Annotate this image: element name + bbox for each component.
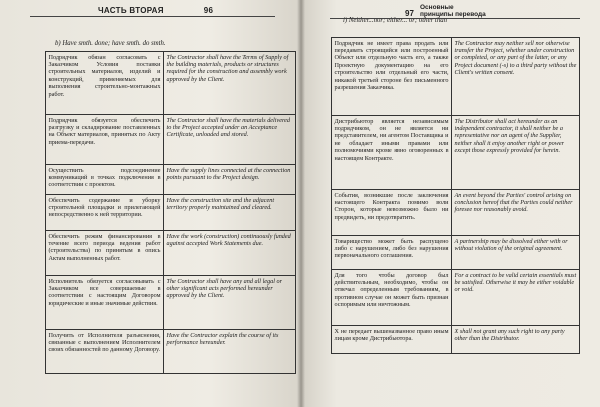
book-gutter — [297, 0, 305, 407]
right-page-number: 97 — [405, 9, 414, 18]
table-row — [332, 326, 580, 354]
right-section-heading: i) Neither...nor; either... or; other than — [343, 17, 448, 24]
english-cell: The Contractor may neither sell nor otherwise transfer the Project, whether under construction or completed, or any part of the latter, or any Project document (-s) to a third party without the Client's written consent. — [452, 38, 580, 116]
left-page-number: 96 — [203, 6, 214, 15]
russian-cell: Обеспечить режим финансирования в течение всего периода ведения работ (строительства) по принятым в опись Актам выполненных работ. — [46, 231, 164, 276]
right-running-title-line1: Основные — [420, 4, 454, 11]
russian-cell: Подрядчик обязан согласовать с Заказчиком Условия поставки строительных материалов, изделий и конструкций, применяемых для выполнения строительно-монтажных работ. — [46, 52, 164, 115]
table-row — [332, 116, 580, 190]
russian-cell: Дистрибьютор является независимым подрядчиком, он не является ни представителем, ни агентом Поставщика и не обладает иными правами или полномочиями кроме явно оговоренных в настоящем Контракте. — [332, 116, 452, 190]
russian-cell: Подрядчик обязуется обеспечить разгрузку и складирование поставленных на Объект материалов, принятых по Акту приема-передачи. — [46, 115, 164, 165]
english-cell: The Contractor shall have any and all legal or other significant acts performed hereunder approved by the Client. — [164, 276, 296, 330]
table-row — [46, 276, 296, 330]
russian-cell: События, возникшие после заключения настоящего Контракта помимо воли Сторон, которые невозможно было ни предвидеть, ни предотвратить. — [332, 190, 452, 236]
left-header-rule — [30, 16, 275, 17]
table-row — [46, 52, 296, 115]
left-running-title: ЧАСТЬ ВТОРАЯ — [98, 6, 164, 15]
table-row — [46, 115, 296, 165]
russian-cell: Х не передает вышеназванное право иным лицам кроме Дистрибьютора. — [332, 326, 452, 354]
english-cell: Have the work (construction) continuously funded against accepted Work Statements due. — [164, 231, 296, 276]
right-page — [301, 0, 600, 407]
table-row — [332, 236, 580, 270]
russian-cell: Осуществить подсоединение коммуникаций в точках подключения в соответствии с проектом. — [46, 165, 164, 195]
english-cell: An event beyond the Parties' control arising on conclusion hereof that the Parties could neither foresee nor reasonably avoid. — [452, 190, 580, 236]
english-cell: The Distributor shall act hereunder as an independent contractor, it shall neither be a representative nor an agent of the Supplier, neither shall it enjoy another right or power except those expressly provided for herein. — [452, 116, 580, 190]
table-row — [332, 38, 580, 116]
right-running-title-line2: принципы перевода — [420, 11, 486, 18]
russian-cell: Исполнитель обязуется согласовывать с Заказчиком все совершаемые в соответствии с настоящим Договором юридические и иные значимые действия. — [46, 276, 164, 330]
english-cell: Have the supply lines connected at the connection points pursuant to the Project design. — [164, 165, 296, 195]
table-row — [46, 195, 296, 231]
english-cell: The Contractor shall have the Terms of Supply of the building materials, products or structures required for the construction and assembly work approved by the Client. — [164, 52, 296, 115]
right-header-rule — [330, 18, 580, 19]
table-row — [46, 165, 296, 195]
table-row — [332, 190, 580, 236]
english-cell: Have the Contractor explain the course of its performance hereunder. — [164, 330, 296, 374]
left-running-header — [98, 6, 213, 15]
left-translation-table — [45, 51, 296, 374]
english-cell: For a contract to be valid certain essentials must be satisfied. Otherwise it may be either voidable or void. — [452, 270, 580, 326]
english-cell: Have the construction site and the adjacent territory properly maintained and cleared. — [164, 195, 296, 231]
table-row — [46, 330, 296, 374]
right-running-header — [420, 4, 486, 18]
english-cell: X shall not grant any such right to any party other than the Distributor. — [452, 326, 580, 354]
table-row — [46, 231, 296, 276]
russian-cell: Товарищество может быть распущено либо с нарушением, либо без нарушения первоначального соглашения. — [332, 236, 452, 270]
russian-cell: Для того чтобы договор был действительным, необходимо, чтобы он отвечал определенным требованиям, в противном случае он может быть признан оспоримым или ничтожным. — [332, 270, 452, 326]
english-cell: A partnership may be dissolved either with or without violation of the original agreement. — [452, 236, 580, 270]
russian-cell: Подрядчик не имеет права продать или передавать строящийся или построенный Объект или отдельную часть его, а также Проектную документацию на его строительство или отдельный его части, никакой третьей стороне без письменного разрешения Заказчика. — [332, 38, 452, 116]
right-translation-table — [331, 37, 580, 354]
english-cell: The Contractor shall have the materials delivered to the Project accepted under an Acceptance Certificate, unloaded and stored. — [164, 115, 296, 165]
russian-cell: Получить от Исполнителя разъяснения, связанные с выполнением Исполнителем своих обязанностей по данному Договору. — [46, 330, 164, 374]
russian-cell: Обеспечить содержание и уборку строительной площадки и прилегающей непосредственно к ней территории. — [46, 195, 164, 231]
table-row — [332, 270, 580, 326]
left-section-heading: b) Have smth. done; have smth. do smth. — [55, 40, 166, 47]
